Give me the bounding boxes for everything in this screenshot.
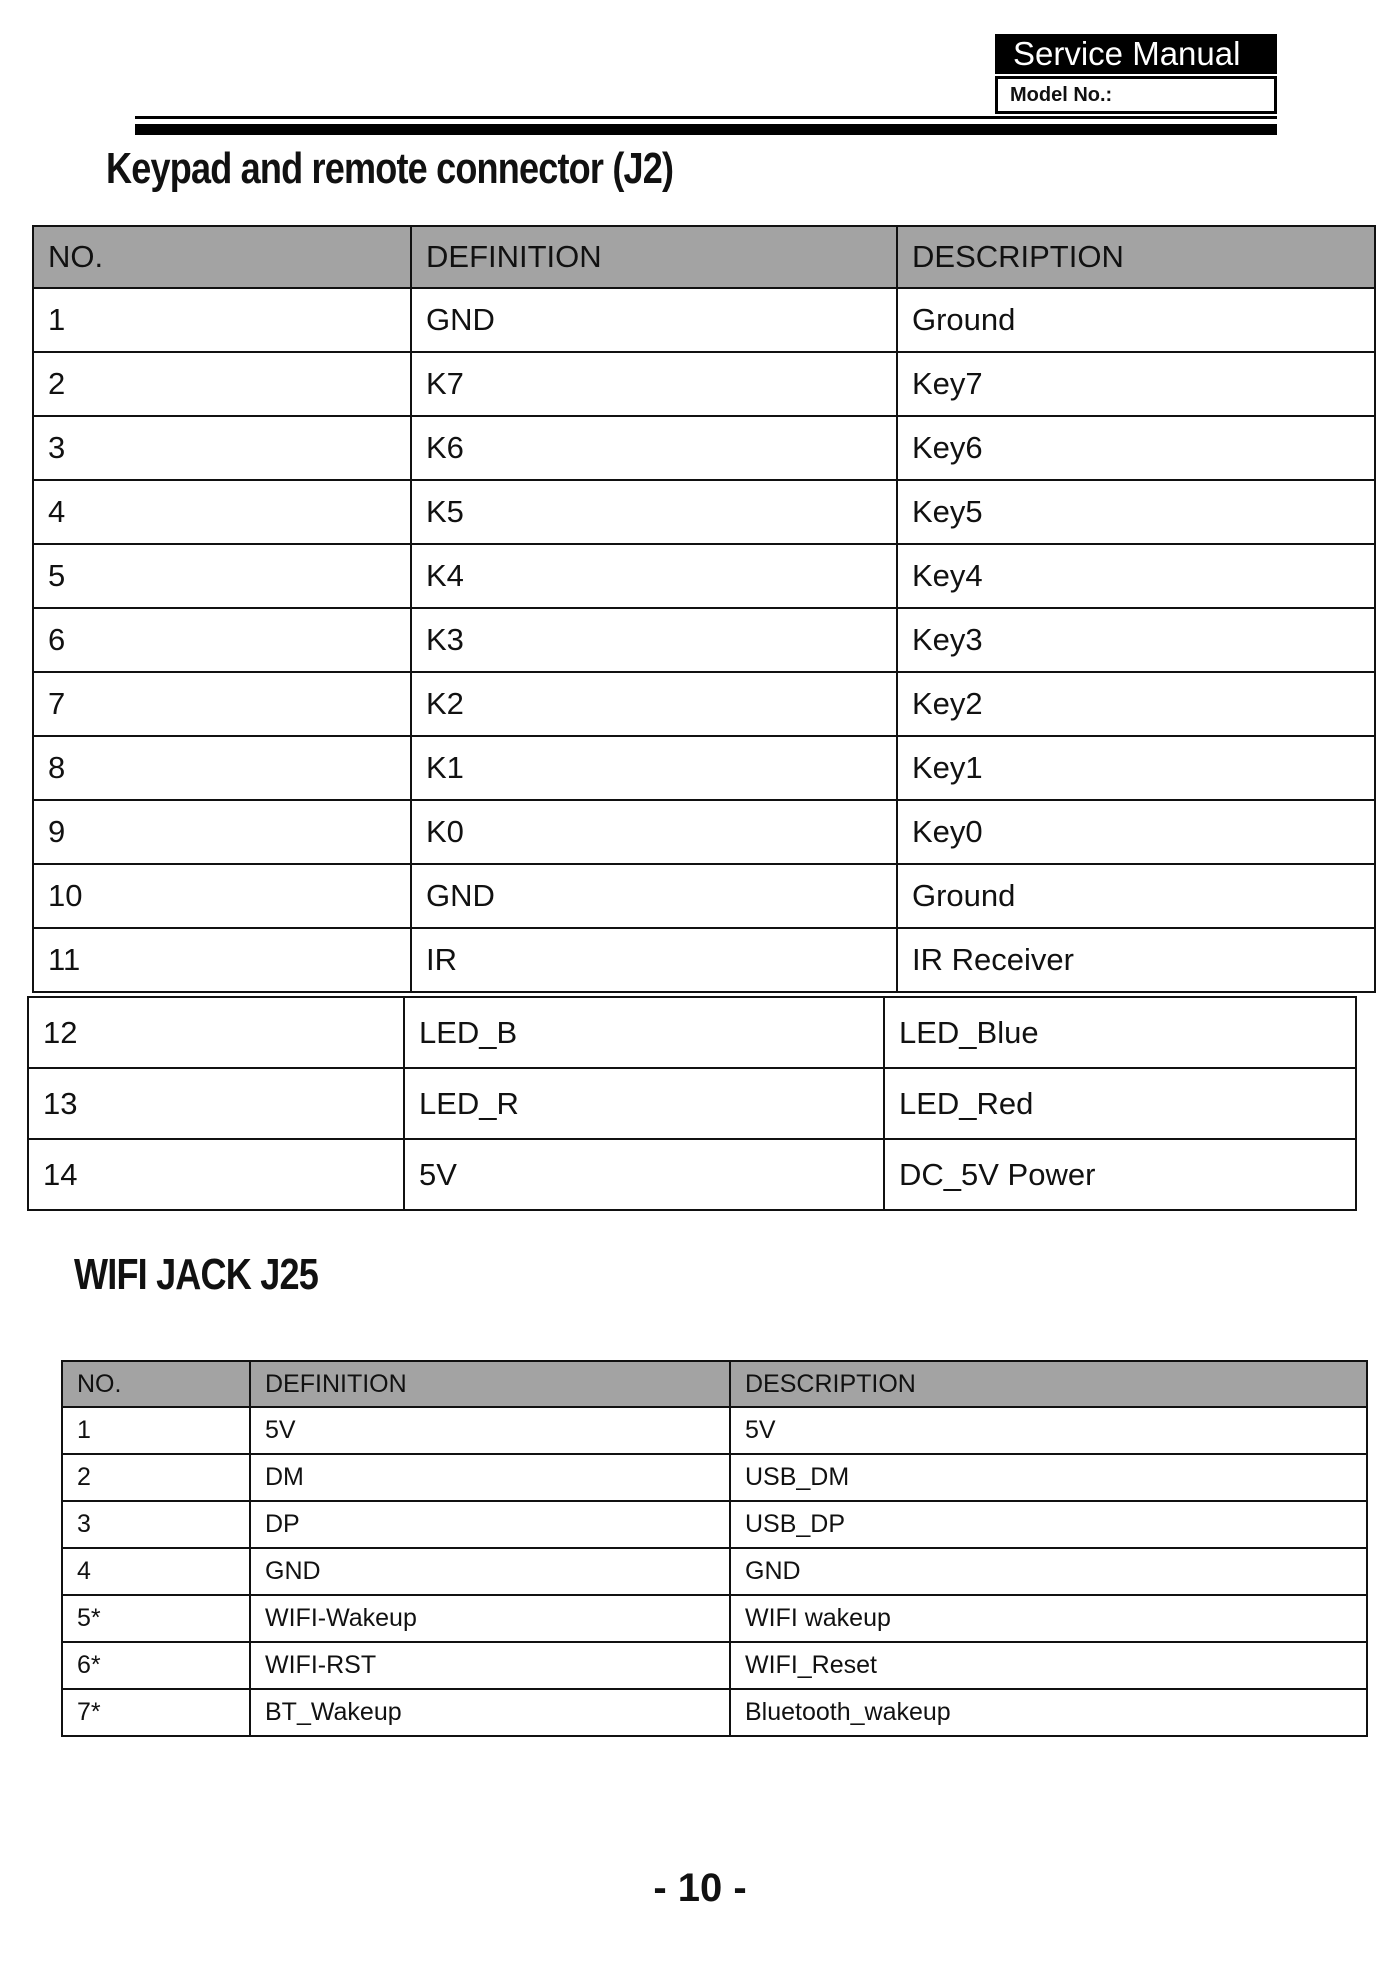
cell-definition: WIFI-Wakeup — [250, 1595, 730, 1642]
cell-no: 4 — [62, 1548, 250, 1595]
table-row — [33, 672, 1375, 736]
cell-description: WIFI_Reset — [730, 1642, 1367, 1689]
cell-description: LED_Blue — [884, 997, 1356, 1068]
cell-description: Ground — [897, 288, 1375, 352]
column-header-no: NO. — [33, 226, 411, 288]
cell-definition: K5 — [411, 480, 897, 544]
cell-no: 3 — [62, 1501, 250, 1548]
cell-definition: GND — [411, 864, 897, 928]
cell-description: Key7 — [897, 352, 1375, 416]
cell-no: 5 — [33, 544, 411, 608]
cell-definition: 5V — [250, 1407, 730, 1454]
cell-no: 6 — [33, 608, 411, 672]
cell-no: 1 — [33, 288, 411, 352]
table-row — [62, 1454, 1367, 1501]
cell-description: 5V — [730, 1407, 1367, 1454]
cell-definition: LED_B — [404, 997, 884, 1068]
cell-description: Key1 — [897, 736, 1375, 800]
cell-description: Bluetooth_wakeup — [730, 1689, 1367, 1736]
table-row — [28, 997, 1356, 1068]
cell-description: Key0 — [897, 800, 1375, 864]
table-row — [28, 1068, 1356, 1139]
page-number: - 10 - — [653, 1866, 747, 1910]
cell-definition: DP — [250, 1501, 730, 1548]
table-row — [62, 1501, 1367, 1548]
cell-definition: K4 — [411, 544, 897, 608]
section-title-wifi-jack: WIFI JACK J25 — [74, 1250, 318, 1299]
cell-no: 7 — [33, 672, 411, 736]
keypad-connector-table-continued — [27, 996, 1357, 1211]
cell-definition: K2 — [411, 672, 897, 736]
cell-no: 5* — [62, 1595, 250, 1642]
column-header-description: DESCRIPTION — [730, 1361, 1367, 1407]
table-row — [62, 1595, 1367, 1642]
cell-definition: IR — [411, 928, 897, 992]
cell-description: USB_DP — [730, 1501, 1367, 1548]
cell-description: Key6 — [897, 416, 1375, 480]
column-header-no: NO. — [62, 1361, 250, 1407]
table-row — [33, 352, 1375, 416]
cell-description: WIFI wakeup — [730, 1595, 1367, 1642]
model-number-field: Model No.: — [995, 76, 1277, 114]
cell-definition: K6 — [411, 416, 897, 480]
table-row — [33, 544, 1375, 608]
cell-no: 7* — [62, 1689, 250, 1736]
keypad-connector-table — [32, 225, 1376, 993]
cell-no: 8 — [33, 736, 411, 800]
cell-definition: K7 — [411, 352, 897, 416]
header-rule-thin — [135, 116, 1277, 119]
cell-definition: 5V — [404, 1139, 884, 1210]
cell-definition: BT_Wakeup — [250, 1689, 730, 1736]
keypad-table-body-continued — [28, 997, 1356, 1210]
cell-definition: WIFI-RST — [250, 1642, 730, 1689]
cell-description: USB_DM — [730, 1454, 1367, 1501]
table-header-row — [33, 226, 1375, 288]
cell-no: 1 — [62, 1407, 250, 1454]
cell-description: IR Receiver — [897, 928, 1375, 992]
cell-no: 6* — [62, 1642, 250, 1689]
cell-no: 2 — [33, 352, 411, 416]
section-title-keypad: Keypad and remote connector (J2) — [106, 144, 674, 193]
cell-definition: K0 — [411, 800, 897, 864]
cell-definition: K3 — [411, 608, 897, 672]
table-row — [33, 608, 1375, 672]
cell-description: Ground — [897, 864, 1375, 928]
cell-no: 9 — [33, 800, 411, 864]
table-row — [33, 288, 1375, 352]
table-row — [28, 1139, 1356, 1210]
service-manual-title: Service Manual — [995, 34, 1277, 74]
table-row — [62, 1642, 1367, 1689]
cell-description: GND — [730, 1548, 1367, 1595]
cell-no: 4 — [33, 480, 411, 544]
cell-description: Key3 — [897, 608, 1375, 672]
table-row — [62, 1407, 1367, 1454]
table-row — [33, 736, 1375, 800]
keypad-table-body — [33, 288, 1375, 992]
cell-definition: LED_R — [404, 1068, 884, 1139]
cell-description: Key5 — [897, 480, 1375, 544]
cell-definition: DM — [250, 1454, 730, 1501]
table-row — [33, 416, 1375, 480]
cell-no: 3 — [33, 416, 411, 480]
table-row — [33, 928, 1375, 992]
cell-definition: GND — [411, 288, 897, 352]
table-row — [33, 800, 1375, 864]
header-box — [995, 34, 1277, 114]
header-rule-thick — [135, 124, 1277, 135]
cell-definition: K1 — [411, 736, 897, 800]
wifi-jack-table — [61, 1360, 1368, 1737]
column-header-definition: DEFINITION — [411, 226, 897, 288]
cell-no: 11 — [33, 928, 411, 992]
wifi-table-body — [62, 1407, 1367, 1736]
column-header-definition: DEFINITION — [250, 1361, 730, 1407]
cell-description: DC_5V Power — [884, 1139, 1356, 1210]
table-row — [62, 1689, 1367, 1736]
cell-definition: GND — [250, 1548, 730, 1595]
column-header-description: DESCRIPTION — [897, 226, 1375, 288]
cell-no: 2 — [62, 1454, 250, 1501]
cell-description: LED_Red — [884, 1068, 1356, 1139]
cell-no: 10 — [33, 864, 411, 928]
cell-no: 12 — [28, 997, 404, 1068]
table-header-row — [62, 1361, 1367, 1407]
cell-description: Key4 — [897, 544, 1375, 608]
table-row — [62, 1548, 1367, 1595]
table-row — [33, 864, 1375, 928]
cell-description: Key2 — [897, 672, 1375, 736]
table-row — [33, 480, 1375, 544]
cell-no: 13 — [28, 1068, 404, 1139]
cell-no: 14 — [28, 1139, 404, 1210]
